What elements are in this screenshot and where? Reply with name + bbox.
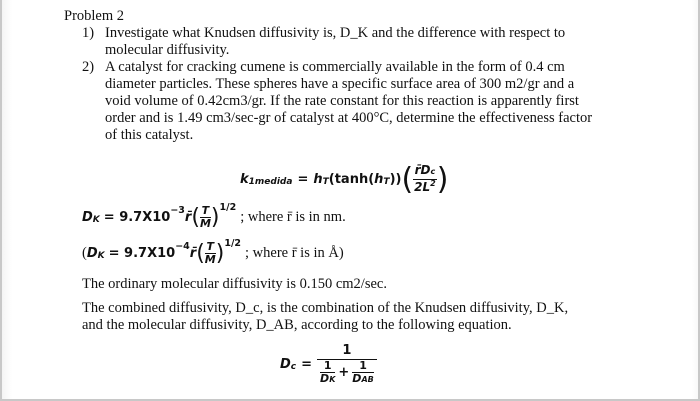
eq-dc-term-knudsen bbox=[320, 360, 335, 386]
eq-dk1-lhs: D bbox=[82, 209, 93, 225]
paragraph-molecular-diffusivity: The ordinary molecular diffusivity is 0.150 cm2/sec. bbox=[82, 276, 387, 292]
eq-k-equals: = bbox=[297, 171, 309, 187]
eq-dc-lhs: D bbox=[280, 356, 291, 372]
equation-k-medida bbox=[240, 156, 448, 202]
eq-dk1-close-paren: ) bbox=[210, 204, 220, 230]
eq-dk2-close-paren: ) bbox=[215, 240, 225, 266]
eq-k-lhs: k bbox=[240, 171, 249, 187]
eq-k-frac-bot-sup: 2 bbox=[430, 178, 436, 188]
eq-dk1-power: 1/2 bbox=[219, 201, 237, 213]
equation-dk-nm bbox=[82, 200, 346, 234]
eq-dc-den-b-sub: AB bbox=[361, 374, 374, 384]
paragraph-combined-line-2: and the molecular diffusivity, D_AB, according to the following equation. bbox=[82, 317, 512, 333]
eq-dc-one-b: 1 bbox=[359, 358, 367, 372]
eq-dk1-expr: = 9.7X10 bbox=[103, 209, 171, 225]
eq-dk2-exp: −4 bbox=[175, 240, 190, 252]
eq-dk1-exp: −3 bbox=[170, 204, 185, 216]
eq-dc-den-b: D bbox=[352, 371, 362, 385]
eq-dk1-note: ; where r̄ is in nm. bbox=[240, 209, 346, 225]
eq-dk2-open: ( bbox=[82, 245, 87, 261]
eq-dk2-expr: = 9.7X10 bbox=[108, 245, 176, 261]
eq-dc-fraction bbox=[317, 343, 377, 386]
item-2-line-5: of this catalyst. bbox=[105, 127, 194, 143]
eq-dk2-open-paren: ( bbox=[196, 240, 205, 266]
eq-k-h-sub: T bbox=[322, 177, 329, 187]
eq-dk1-rbar: r̄ bbox=[184, 209, 192, 225]
eq-k-h2-sub: T bbox=[383, 177, 390, 187]
item-2-line-2: diameter particles. These spheres have a specific surface area of 300 m2/gr and a bbox=[105, 76, 575, 92]
paragraph-combined-line-1: The combined diffusivity, D_c, is the combination of the Knudsen diffusivity, D_K, bbox=[82, 300, 569, 316]
eq-dk2-frac-bot: M bbox=[204, 252, 216, 266]
eq-dk2-lhs: D bbox=[86, 245, 98, 261]
eq-dc-numerator: 1 bbox=[342, 342, 352, 358]
eq-k-fraction bbox=[413, 163, 437, 196]
eq-dk1-lhs-sub: K bbox=[92, 215, 100, 225]
equation-dc bbox=[280, 336, 377, 392]
eq-dk2-fraction bbox=[205, 241, 216, 266]
eq-k-frac-top-sub: c bbox=[430, 166, 436, 176]
item-number-1: 1) bbox=[82, 25, 95, 41]
eq-k-open-paren: ( bbox=[401, 161, 414, 197]
eq-dk1-frac-top: T bbox=[201, 203, 210, 217]
problem-title: Problem 2 bbox=[64, 8, 125, 24]
eq-dk1-open-paren: ( bbox=[191, 204, 200, 230]
item-2-line-1: A catalyst for cracking cumene is commercially available in the form of 0.4 cm bbox=[105, 59, 565, 75]
eq-k-h: h bbox=[313, 171, 323, 187]
eq-k-tanh: (tanh( bbox=[328, 171, 375, 187]
eq-k-frac-bot: 2L bbox=[414, 179, 431, 194]
eq-dc-lhs-sub: c bbox=[290, 362, 297, 372]
eq-dk2-power: 1/2 bbox=[224, 237, 242, 249]
eq-dk2-lhs-sub: K bbox=[97, 251, 105, 261]
eq-k-lhs-sub: 1medida bbox=[248, 177, 293, 187]
eq-dk2-note: ; where r̄ is in Å) bbox=[245, 245, 344, 261]
eq-dc-plus: + bbox=[338, 364, 350, 380]
eq-k-frac-top: r̄D bbox=[414, 162, 431, 177]
eq-dc-denominator bbox=[317, 359, 377, 386]
eq-dc-term-molecular bbox=[352, 360, 373, 386]
item-1-line-1: Investigate what Knudsen diffusivity is, D_K and the difference with respect to bbox=[105, 25, 566, 41]
eq-dc-equals: = bbox=[301, 356, 313, 372]
item-1-line-2: molecular diffusivity. bbox=[105, 42, 230, 58]
item-2-line-4: order and is 1.49 cm3/sec-gr of catalyst at 400°C, determine the effectiveness factor bbox=[105, 110, 593, 126]
eq-k-h2: h bbox=[374, 171, 384, 187]
eq-dc-one-a: 1 bbox=[323, 358, 332, 372]
item-number-2: 2) bbox=[82, 59, 95, 75]
equation-dk-angstrom bbox=[82, 236, 344, 270]
eq-dk1-fraction bbox=[200, 205, 211, 230]
eq-k-close-paren: ) bbox=[436, 161, 449, 197]
eq-dk2-frac-top: T bbox=[206, 239, 215, 253]
eq-k-tanh-close: )) bbox=[389, 171, 402, 187]
eq-dk1-frac-bot: M bbox=[199, 216, 211, 230]
item-2-line-3: void volume of 0.42cm3/gr. If the rate constant for this reaction is apparently first bbox=[105, 93, 579, 109]
eq-dc-den-a: D bbox=[320, 371, 330, 385]
eq-dk2-rbar: r̄ bbox=[189, 245, 197, 261]
eq-dc-den-a-sub: K bbox=[329, 374, 336, 384]
